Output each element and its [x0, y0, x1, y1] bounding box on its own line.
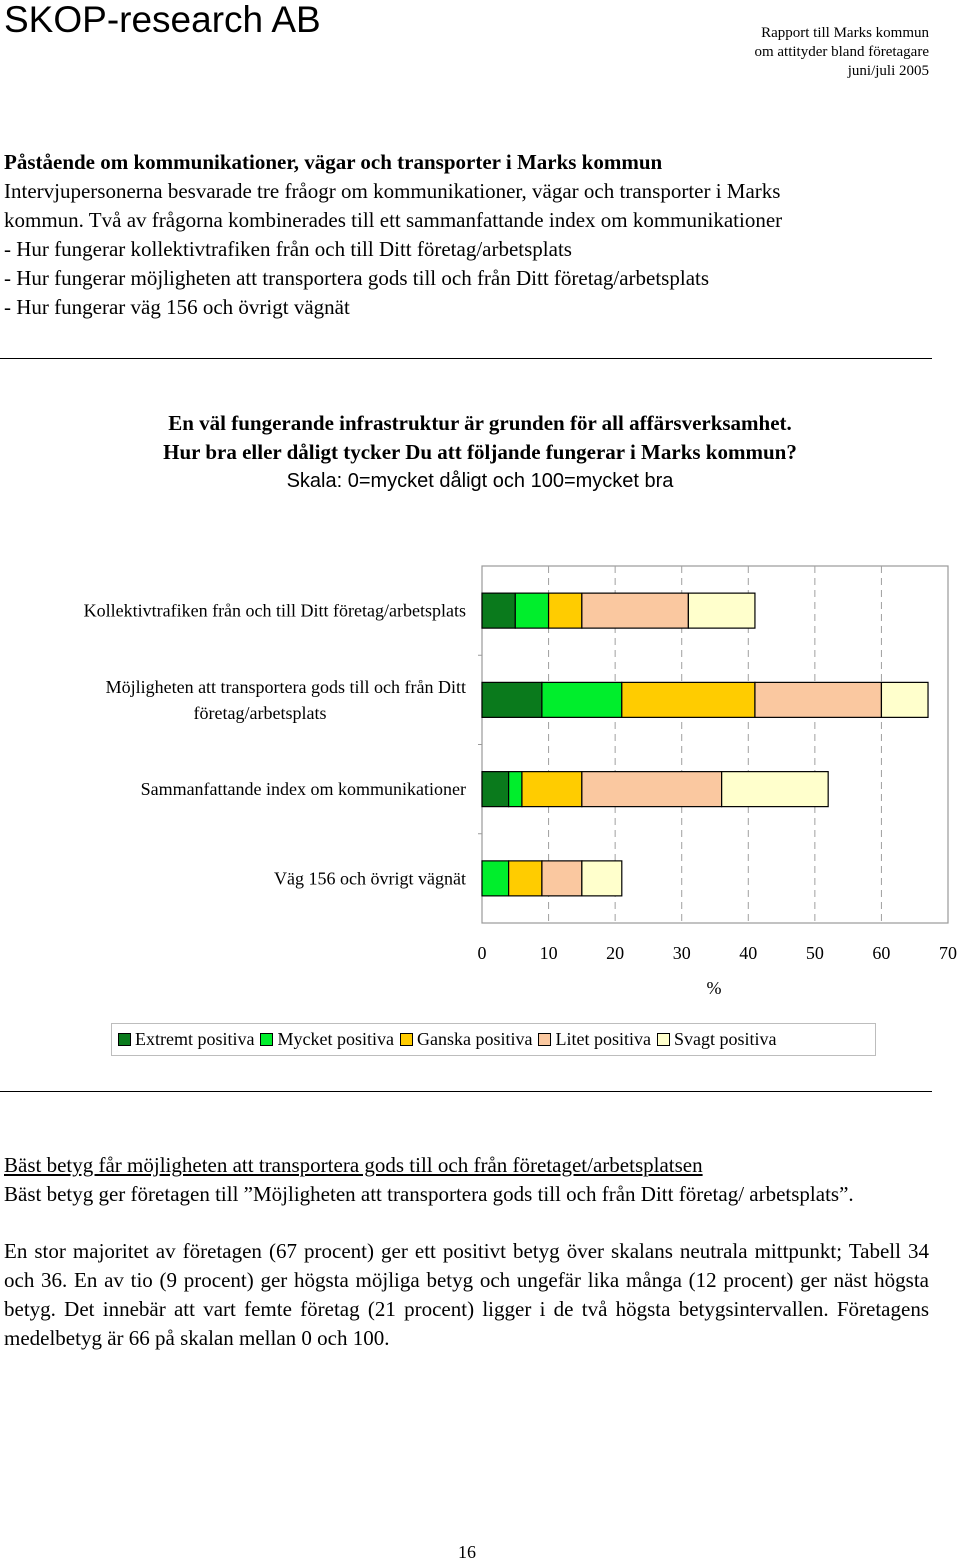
intro-bullet-2: - Hur fungerar möjligheten att transportera gods till och från Ditt företag/arbetsplats	[4, 266, 710, 290]
section-title: Påstående om kommunikationer, vägar och transporter i Marks kommun	[4, 150, 663, 174]
category-label: Möjligheten att transportera gods till och från Ditt	[105, 676, 466, 697]
divider-bottom	[0, 1091, 932, 1092]
legend-swatch	[400, 1033, 413, 1046]
bar-segment	[542, 861, 582, 896]
x-tick-label: 20	[606, 943, 625, 963]
x-tick-label: 70	[939, 943, 957, 963]
x-tick-label: 10	[539, 943, 558, 963]
category-label: företag/arbetsplats	[193, 702, 327, 723]
conclusion-paragraph-1: Bäst betyg ger företagen till ”Möjligheten att transportera gods till och från Ditt företag/ arbetsplats”.	[4, 1182, 854, 1206]
category-label: Sammanfattande index om kommunikationer	[140, 779, 466, 800]
x-tick-label: 60	[872, 943, 891, 963]
x-axis-label: %	[706, 978, 722, 998]
category-label: Kollektivtrafiken från och till Ditt företag/arbetsplats	[83, 600, 466, 621]
bar-segment	[582, 861, 622, 896]
conclusion-section	[4, 1151, 929, 1353]
x-tick-label: 50	[805, 943, 824, 963]
category-label: Väg 156 och övrigt vägnät	[274, 868, 466, 889]
question-block	[0, 409, 960, 496]
legend-item	[657, 1029, 777, 1050]
legend-label: Litet positiva	[555, 1029, 651, 1049]
scale-description: Skala: 0=mycket dåligt och 100=mycket bra	[286, 470, 674, 492]
legend-item	[118, 1029, 254, 1050]
bar-segment	[582, 593, 689, 628]
stacked-bar-chart	[0, 560, 960, 1005]
legend-label: Ganska positiva	[416, 1029, 533, 1049]
intro-bullet-3: - Hur fungerar väg 156 och övrigt vägnät	[4, 295, 350, 319]
divider-top	[0, 358, 932, 359]
x-tick-label: 0	[477, 943, 487, 963]
legend-swatch	[260, 1033, 273, 1046]
company-name: SKOP-research AB	[4, 0, 321, 40]
bar-segment	[482, 593, 515, 628]
legend-label: Mycket positiva	[277, 1029, 394, 1049]
bar-segment	[509, 772, 522, 807]
bar-segment	[482, 861, 509, 896]
conclusion-heading: Bäst betyg får möjligheten att transportera gods till och från företaget/arbetsplatsen	[4, 1153, 703, 1177]
x-tick-label: 40	[739, 943, 758, 963]
bar-segment	[482, 772, 509, 807]
intro-section	[4, 148, 934, 322]
bar-segment	[549, 593, 582, 628]
report-info	[754, 24, 929, 81]
bar-segment	[881, 682, 928, 717]
report-line-3: juni/juli 2005	[847, 63, 929, 79]
question-line-2: Hur bra eller dåligt tycker Du att följande fungerar i Marks kommun?	[163, 440, 797, 464]
intro-line-2: kommun. Två av frågorna kombinerades till ett sammanfattande index om kommunikationer	[4, 208, 783, 232]
legend-item	[260, 1029, 393, 1050]
bar-segment	[722, 772, 829, 807]
bar-segment	[688, 593, 755, 628]
legend-swatch	[657, 1033, 670, 1046]
bar-segment	[542, 682, 622, 717]
legend-item	[538, 1029, 650, 1050]
report-line-2: om attityder bland företagare	[754, 44, 929, 60]
bar-segment	[582, 772, 722, 807]
bar-segment	[482, 682, 542, 717]
intro-line-1: Intervjupersonerna besvarade tre fråogr om kommunikationer, vägar och transporter i Marks	[4, 179, 781, 203]
question-line-1: En väl fungerande infrastruktur är grunden för all affärsverksamhet.	[168, 411, 792, 435]
legend-swatch	[538, 1033, 551, 1046]
bar-segment	[755, 682, 881, 717]
intro-bullet-1: - Hur fungerar kollektivtrafiken från och till Ditt företag/arbetsplats	[4, 237, 572, 261]
legend-item	[400, 1029, 532, 1050]
legend-label: Svagt positiva	[673, 1029, 777, 1049]
bar-segment	[515, 593, 548, 628]
report-line-1: Rapport till Marks kommun	[761, 25, 929, 41]
legend-swatch	[118, 1033, 131, 1046]
conclusion-paragraph-2: En stor majoritet av företagen (67 procent) ger ett positivt betyg över skalans neutrala mittpunkt; Tabell 34 och 36. En av tio (9 procent) ger högsta möjliga betyg och ungefär lika många (12 procent) ger näst högsta betyg. Det innebär att vart femte företag (21 procent) ligger i de två högsta betygsintervallen. Företagens medelbetyg är 66 på skalan mellan 0 och 100.	[4, 1239, 929, 1350]
bar-segment	[622, 682, 755, 717]
bar-segment	[522, 772, 582, 807]
chart-legend	[111, 1023, 876, 1056]
bar-segment	[509, 861, 542, 896]
x-tick-label: 30	[672, 943, 691, 963]
legend-label: Extremt positiva	[135, 1029, 255, 1049]
page-number: 16	[458, 1542, 476, 1562]
